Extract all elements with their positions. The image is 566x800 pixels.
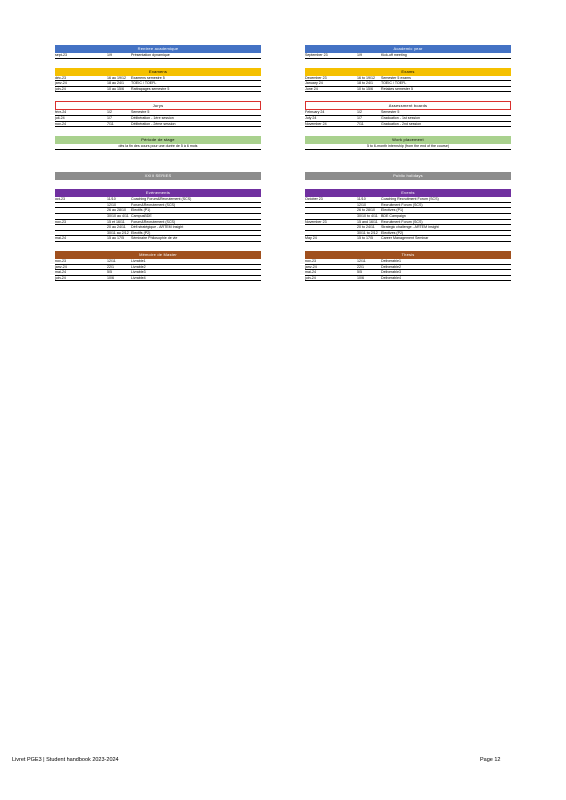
row-date [55, 231, 107, 236]
table-row [305, 276, 511, 282]
row-day: 22/1 [357, 264, 364, 269]
row-day: 18 to 24/1 [357, 81, 373, 86]
section-header: Rentree academique [55, 45, 261, 53]
row-day: 11/10 [357, 197, 366, 202]
row-event: Graduation - 1st session [381, 115, 420, 120]
row-event: Livrable1 [131, 258, 146, 263]
row-event: Deliverable4 [381, 275, 401, 280]
row-date: nov-23 [55, 258, 66, 263]
row-day: 22/1 [107, 264, 114, 269]
row-day: 5/5 [107, 270, 112, 275]
row-day: 26 au 28/10 [107, 208, 126, 213]
row-event: Forum&Recrutement (SCS) [131, 219, 176, 224]
section-header: Exams [305, 68, 511, 76]
row-date: janv-24 [55, 81, 67, 86]
row-event: Graduation - 2nd session [381, 121, 422, 126]
row-day: 18 au 24/1 [107, 81, 124, 86]
row-day: 30/10 au 4/11 [107, 213, 129, 218]
row-day: 12/10 [357, 202, 366, 207]
row-day: 10/6 [357, 275, 364, 280]
row-day: 7/11 [107, 121, 114, 126]
row-day: 10 au 15/6 [107, 86, 124, 91]
table-row [305, 53, 511, 59]
section-header: Jurys [55, 101, 261, 110]
row-event: Présentation dynamique [131, 53, 170, 57]
row-event: Examens semestre 5 [131, 75, 165, 80]
calendar-section [55, 251, 261, 281]
row-date: févr-24 [55, 110, 67, 115]
row-date [305, 231, 357, 236]
calendar-section [305, 136, 511, 150]
row-date: juin-24 [55, 86, 66, 91]
row-date [305, 214, 357, 219]
calendar-section [305, 45, 511, 59]
section-header: Thesis [305, 251, 511, 259]
calendar-section [55, 189, 261, 242]
row-event: BDE Campaign [381, 213, 406, 218]
row-event: Forum&Recrutement (SCS) [131, 202, 176, 207]
section-note: dès la fin des cours pour une durée de 5 à 6 mois [55, 144, 261, 150]
calendar-section [305, 172, 511, 180]
row-date: January 24 [305, 81, 323, 86]
row-event: Semestre 5 [131, 110, 150, 115]
section-note: 5 to 6-month internship (from the end of the course) [305, 144, 511, 150]
table-row [55, 53, 261, 59]
row-date: oct-23 [55, 197, 65, 202]
row-date: juin-24 [305, 275, 316, 280]
row-date [305, 225, 357, 230]
row-date: janv-24 [305, 264, 317, 269]
row-day: 1/2 [357, 110, 362, 115]
table-row [305, 87, 511, 93]
row-event: Electives (P1) [381, 208, 404, 213]
calendar-section [55, 68, 261, 93]
row-event: Semester 5 exams [381, 75, 411, 80]
row-date: nov-24 [55, 121, 66, 126]
row-day: 1/2 [107, 110, 112, 115]
row-event: Deliverable2 [381, 264, 401, 269]
row-day: 1/9 [357, 53, 362, 57]
row-date [305, 208, 357, 213]
row-event: Délibération - 2ème session [131, 121, 176, 126]
row-event: TOEIC / TOEFL [381, 81, 407, 86]
row-event: Retakes semester 5 [381, 86, 413, 91]
section-header: Examens [55, 68, 261, 76]
table-row [305, 122, 511, 128]
row-date: November 24 [305, 121, 327, 126]
section-header: Evènements [55, 189, 261, 197]
row-date [55, 203, 107, 208]
row-date: déc-23 [55, 75, 66, 80]
row-event: Semester 5 [381, 110, 400, 115]
row-day: 26 to 28/10 [357, 208, 375, 213]
row-event: TOEIC / TOEFL [131, 81, 157, 86]
row-day: 30/10 to 4/11 [357, 213, 378, 218]
row-day: 1/9 [107, 53, 112, 57]
row-date [305, 203, 357, 208]
row-day: 12/11 [357, 258, 366, 263]
row-event: Recruitment Forum (SCS) [381, 202, 423, 207]
section-header: Assessment boards [305, 101, 511, 110]
row-date: October 23 [305, 197, 323, 202]
calendar-section [305, 251, 511, 281]
row-event: Career Management Seminar [381, 236, 429, 241]
row-day: 7/11 [357, 121, 364, 126]
row-date: June 24 [305, 86, 318, 91]
row-event: Kick-off meeting [381, 53, 407, 57]
table-row [55, 87, 261, 93]
row-event: CampusBDE [131, 213, 152, 218]
row-date: November 23 [305, 219, 327, 224]
row-date: mai-24 [305, 270, 316, 275]
table-row [55, 122, 261, 128]
row-day: 1/7 [357, 115, 362, 120]
table-row [55, 276, 261, 282]
calendar-section [305, 101, 511, 127]
row-event: Coaching Forum&Recrutement (SCS) [131, 197, 192, 202]
row-day: 20 au 24/11 [107, 225, 126, 230]
section-header: Mémoire de Master [55, 251, 261, 259]
row-event: Strategic challenge - ARTEM Insight [381, 225, 439, 230]
row-event: Livrable4 [131, 275, 146, 280]
row-event: Electifs (P1) [131, 208, 151, 213]
section-header: Academic year [305, 45, 511, 53]
row-day: 15 au 17/5 [107, 236, 124, 241]
row-date: janv-24 [55, 264, 67, 269]
right-column [305, 45, 511, 290]
row-day: 5/5 [357, 270, 362, 275]
row-date: December 23 [305, 75, 327, 80]
row-event: Coaching Recruitment Forum (SCS) [381, 197, 439, 202]
row-event: Séminaire Philosophie de vie [131, 236, 178, 241]
row-date: sept-23 [55, 53, 67, 57]
row-day: 15 to 17/5 [357, 236, 373, 241]
row-event: Deliverable1 [381, 258, 401, 263]
row-day: 11/10 [107, 197, 116, 202]
row-event: Electives (P2) [381, 230, 404, 235]
row-date [55, 214, 107, 219]
row-event: Electifs (P2) [131, 230, 151, 235]
row-day: 12/10 [107, 202, 116, 207]
section-header: Période de stage [55, 136, 261, 144]
row-day: 12/11 [107, 258, 116, 263]
footer-title: Livret PGE3 | Student handbook 2023-2024 [12, 757, 119, 763]
row-event: Livrable2 [131, 264, 146, 269]
left-column [55, 45, 261, 290]
section-spacer [305, 159, 511, 172]
row-event: Recruitment Forum (SCS) [381, 219, 423, 224]
row-day: 30/11 au 2/12 [107, 230, 129, 235]
row-day: 10/6 [107, 275, 114, 280]
row-event: Livrable3 [131, 270, 146, 275]
row-date [55, 225, 107, 230]
calendar-section [55, 172, 261, 180]
row-date: juin-24 [55, 275, 66, 280]
row-day: 16 to 19/12 [357, 75, 375, 80]
page-number: Page 12 [480, 757, 501, 763]
row-event: Deliverable3 [381, 270, 401, 275]
row-day: 15 et 16/11 [107, 219, 125, 224]
row-day: 30/11 to 2/12 [357, 230, 378, 235]
row-event: Délibération - 1ère session [131, 115, 174, 120]
calendar-section [305, 68, 511, 93]
section-header: Public holidays [305, 172, 511, 180]
row-date: May 24 [305, 236, 317, 241]
calendar-section [55, 136, 261, 150]
row-date: juil-24 [55, 115, 65, 120]
row-date: July 24 [305, 115, 317, 120]
calendar-section [305, 189, 511, 242]
row-date: mai-24 [55, 270, 66, 275]
table-row [55, 236, 261, 242]
row-day: 1/7 [107, 115, 112, 120]
section-spacer [55, 159, 261, 172]
row-date: September 23 [305, 53, 328, 57]
table-row [305, 236, 511, 242]
section-header: Work placement [305, 136, 511, 144]
row-date: February 24 [305, 110, 325, 115]
calendar-section [55, 101, 261, 127]
row-event: Rattrapages semestre 5 [131, 86, 170, 91]
row-event: Défi stratégique - ARTEM Insight [131, 225, 184, 230]
section-header: XXIII SERIES [55, 172, 261, 180]
calendar-section [55, 45, 261, 59]
row-day: 15 and 16/11 [357, 219, 378, 224]
row-date: nov-23 [305, 258, 316, 263]
row-date: mai-24 [55, 236, 66, 241]
row-date: nov-23 [55, 219, 66, 224]
row-day: 16 au 19/12 [107, 75, 126, 80]
section-header: Events [305, 189, 511, 197]
row-day: 20 to 24/11 [357, 225, 375, 230]
row-day: 10 to 15/6 [357, 86, 373, 91]
row-date [55, 208, 107, 213]
